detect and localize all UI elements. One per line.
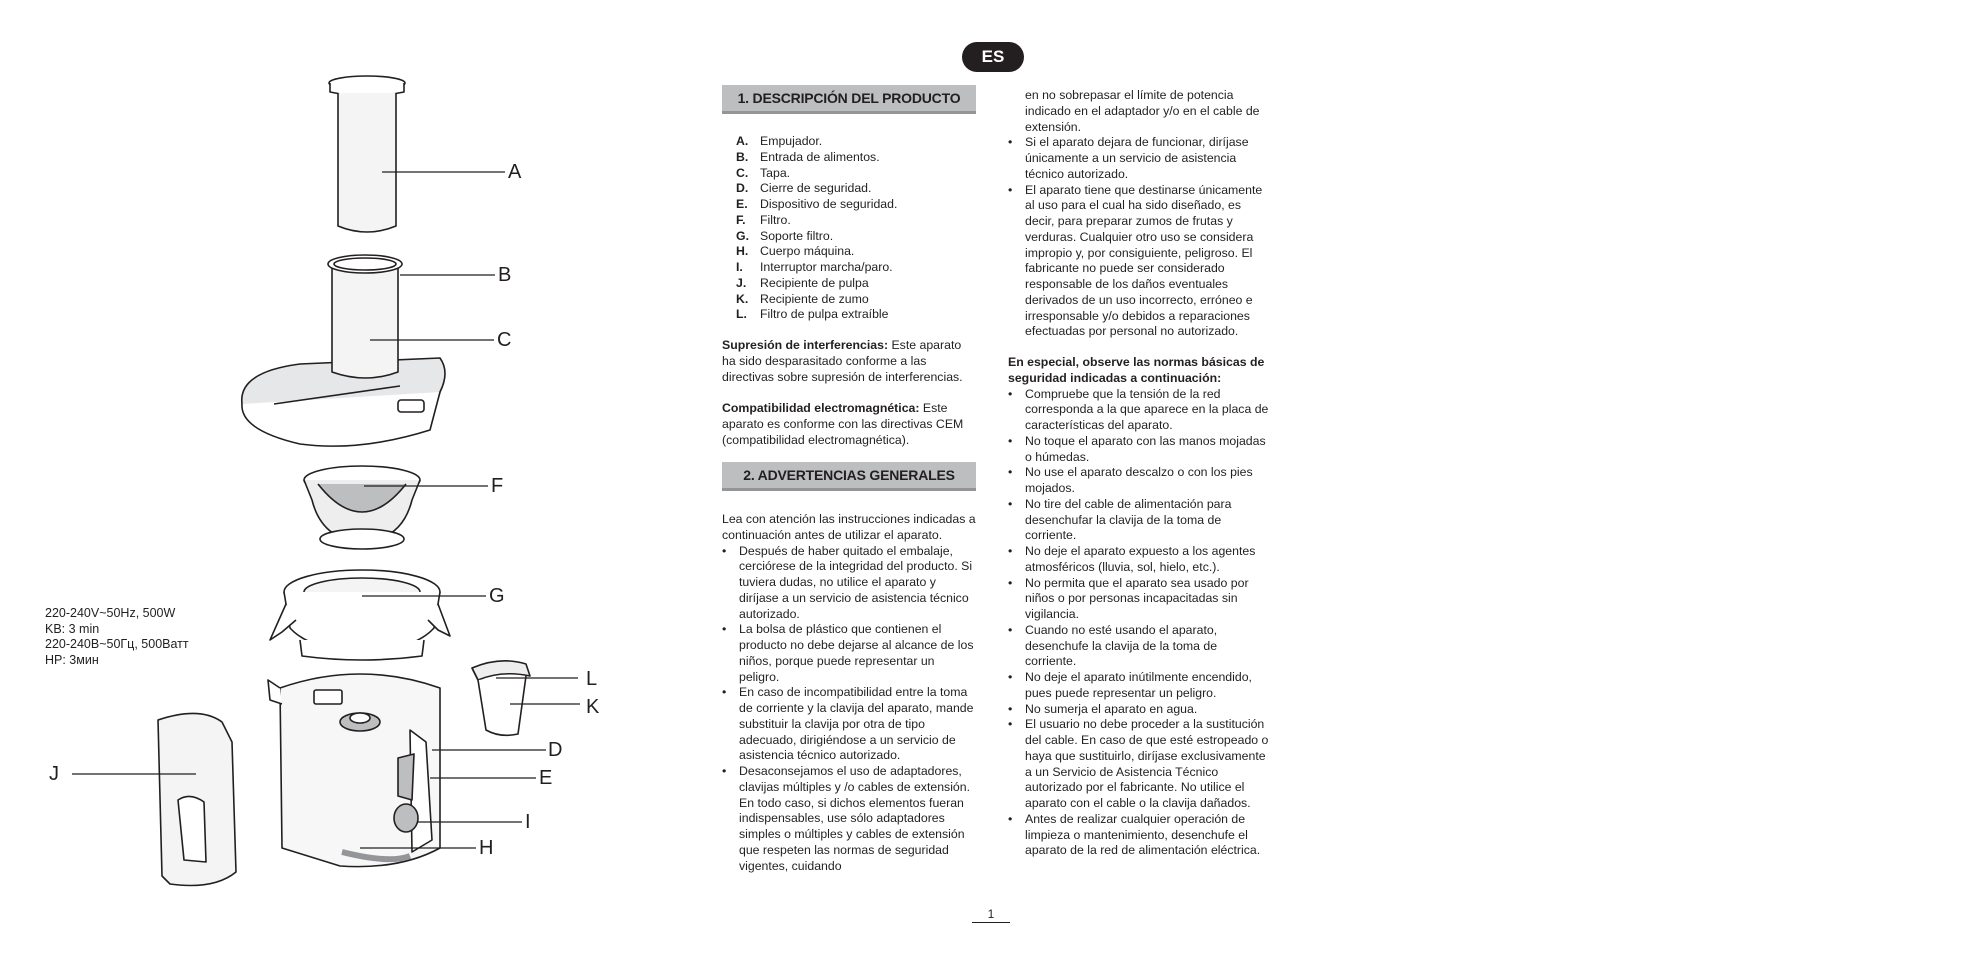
list-item [722, 213, 976, 229]
callout-d: D [548, 739, 563, 761]
list-item: • No toque el aparato con las manos mojadas o húmedas. [1008, 434, 1270, 466]
spec-line: KB: 3 min [45, 621, 100, 636]
callout-c: C [497, 329, 512, 351]
language-badge: ES [962, 42, 1024, 72]
emc-text: Este aparato es conforme con las directivas CEM (compatibilidad electromagnética). [722, 401, 964, 447]
interference-paragraph [722, 338, 976, 385]
interference-text: Este aparato ha sido desparasitado conforme a las directivas sobre supresión de interferencias. [722, 338, 963, 384]
section-title-general-warnings: 2. ADVERTENCIAS GENERALES [722, 462, 976, 491]
part-letter: I. [736, 260, 743, 274]
warnings-list [722, 544, 976, 875]
list-item: • No deje el aparato inútilmente encendido, pues puede representar un peligro. [1008, 670, 1270, 702]
part-name: Filtro. [760, 212, 791, 227]
list-item [722, 229, 976, 245]
part-letter: B. [736, 149, 749, 164]
list-item [722, 134, 976, 150]
list-item: • Si el aparato dejara de funcionar, diríjase únicamente a un servicio de asistencia técnico autorizado. [1008, 135, 1270, 182]
list-item [722, 292, 976, 308]
list-item: • Después de haber quitado el embalaje, cerciórese de la integridad del producto. Si tuviera dudas, no utilice el aparato y diríjase a un servicio de asistencia técnico autorizado. [722, 544, 976, 623]
part-letter: L. [736, 307, 747, 322]
list-item [722, 150, 976, 166]
list-item [722, 197, 976, 213]
parts-list [722, 134, 976, 323]
list-item: • Compruebe que la tensión de la red corresponda a la que aparece en la placa de características del aparato. [1008, 387, 1270, 434]
list-item: • No use el aparato descalzo o con los pies mojados. [1008, 465, 1270, 497]
list-item: • No tire del cable de alimentación para desenchufar la clavija de la toma de corriente. [1008, 497, 1270, 544]
part-letter: K. [736, 291, 749, 306]
interference-block [722, 338, 976, 385]
part-name: Tapa. [760, 165, 791, 180]
lid-part [242, 255, 445, 446]
part-letter: C. [736, 165, 749, 180]
pulp-container-part [158, 713, 236, 885]
usage-warnings-list [1008, 135, 1270, 340]
part-name: Cierre de seguridad. [760, 181, 872, 196]
part-name: Empujador. [760, 134, 823, 148]
part-name: Filtro de pulpa extraíble [760, 307, 889, 322]
warnings-block [722, 512, 976, 874]
spec-line: 220-240В~50Гц, 500Ватт [45, 637, 189, 652]
juicer-exploded-diagram [0, 0, 720, 954]
list-item [722, 244, 976, 260]
part-letter: H. [736, 244, 749, 259]
list-item: • No sumerja el aparato en agua. [1008, 702, 1270, 718]
section-title-product-description: 1. DESCRIPCIÓN DEL PRODUCTO [722, 85, 976, 114]
part-name: Recipiente de pulpa [760, 275, 869, 290]
column-2-block [1008, 88, 1270, 859]
part-name: Entrada de alimentos. [760, 149, 880, 164]
list-item: • Antes de realizar cualquier operación de limpieza o mantenimiento, desenchufe el aparato de la red de alimentación eléctrica. [1008, 812, 1270, 859]
emc-paragraph [722, 401, 976, 448]
list-item [722, 181, 976, 197]
list-item: • Cuando no esté usando el aparato, desenchufe la clavija de la toma de corriente. [1008, 623, 1270, 670]
juice-jug-part [472, 661, 530, 736]
part-letter: D. [736, 181, 749, 196]
part-letter: G. [736, 228, 749, 243]
list-item: • No deje el aparato expuesto a los agentes atmosféricos (lluvia, sol, hielo, etc.). [1008, 544, 1270, 576]
callout-a: A [508, 161, 522, 183]
list-item [722, 276, 976, 292]
motor-body-part [268, 674, 440, 867]
filter-part [304, 466, 420, 549]
part-name: Recipiente de zumo [760, 291, 869, 306]
list-item: • No permita que el aparato sea usado por niños o por personas incapacitadas sin vigilancia. [1008, 576, 1270, 623]
callout-k: K [586, 696, 600, 718]
emc-label: Compatibilidad electromagnética: [722, 401, 920, 415]
part-name: Interruptor marcha/paro. [760, 260, 893, 274]
list-item: • El aparato tiene que destinarse únicamente al uso para el cual ha sido diseñado, es decir, para preparar zumos de frutas y verduras. Cualquier otro uso se considera impropio y, por consiguiente, peligroso. El fabricante no puede ser considerado responsable de los daños eventuales derivados de un uso incorrecto, erróneo e irresponsable y/o debidos a reparaciones efectuadas por personal no autorizado. [1008, 183, 1270, 341]
callout-l: L [586, 668, 598, 690]
list-item: • La bolsa de plástico que contienen el producto no debe dejarse al alcance de los niños, porque puede representar un peligro. [722, 622, 976, 685]
spec-line: HP: 3мин [45, 653, 99, 668]
part-letter: E. [736, 197, 748, 211]
list-item [722, 166, 976, 182]
continuation-text: en no sobrepasar el límite de potencia indicado en el adaptador y/o en el cable de extensión. [1025, 88, 1260, 134]
emc-block [722, 401, 976, 448]
electrical-specs [45, 606, 189, 669]
page-number: 1 [972, 906, 1010, 923]
callout-i: I [525, 811, 531, 833]
part-name: Soporte filtro. [760, 228, 834, 243]
safety-rules-heading: En especial, observe las normas básicas de seguridad indicadas a continuación: [1008, 355, 1265, 385]
list-item: • Desaconsejamos el uso de adaptadores, clavijas múltiples y /o cables de extensión. En todo caso, si dichos elementos fueran indispensables, use sólo adaptadores simples o múltiples y cables de extensión que respeten las normas de seguridad vigentes, cuidando [722, 764, 976, 874]
interference-label: Supresión de interferencias: [722, 338, 889, 352]
callout-j: J [49, 763, 59, 785]
callout-h: H [479, 837, 494, 859]
list-item: • El usuario no debe proceder a la sustitución del cable. En caso de que esté estropeado o haya que sustituirlo, diríjase exclusivamente a un Servicio de Asistencia Técnico autorizado por el fabricante. No utilice el aparato con el cable o la clavija dañados. [1008, 717, 1270, 812]
filter-holder-part [270, 570, 450, 660]
part-letter: J. [736, 275, 747, 290]
part-name: Cuerpo máquina. [760, 244, 855, 259]
callout-e: E [539, 767, 553, 789]
part-letter: A. [736, 134, 749, 148]
list-item [722, 307, 976, 323]
callout-g: G [489, 585, 505, 607]
part-name: Dispositivo de seguridad. [760, 197, 898, 211]
warnings-intro: Lea con atención las instrucciones indicadas a continuación antes de utilizar el aparato. [722, 512, 976, 542]
list-item [722, 260, 976, 276]
callout-b: B [498, 264, 512, 286]
callout-f: F [491, 475, 504, 497]
safety-rules-list [1008, 387, 1270, 860]
parts-list-block [722, 134, 976, 323]
list-item: • En caso de incompatibilidad entre la toma de corriente y la clavija del aparato, mande substituir la clavija por otra de tipo adecuado, dirigiéndose a un servicio de asistencia técnico autorizado. [722, 685, 976, 764]
spec-line: 220-240V~50Hz, 500W [45, 606, 176, 620]
part-letter: F. [736, 212, 746, 227]
pusher-part [329, 76, 405, 232]
